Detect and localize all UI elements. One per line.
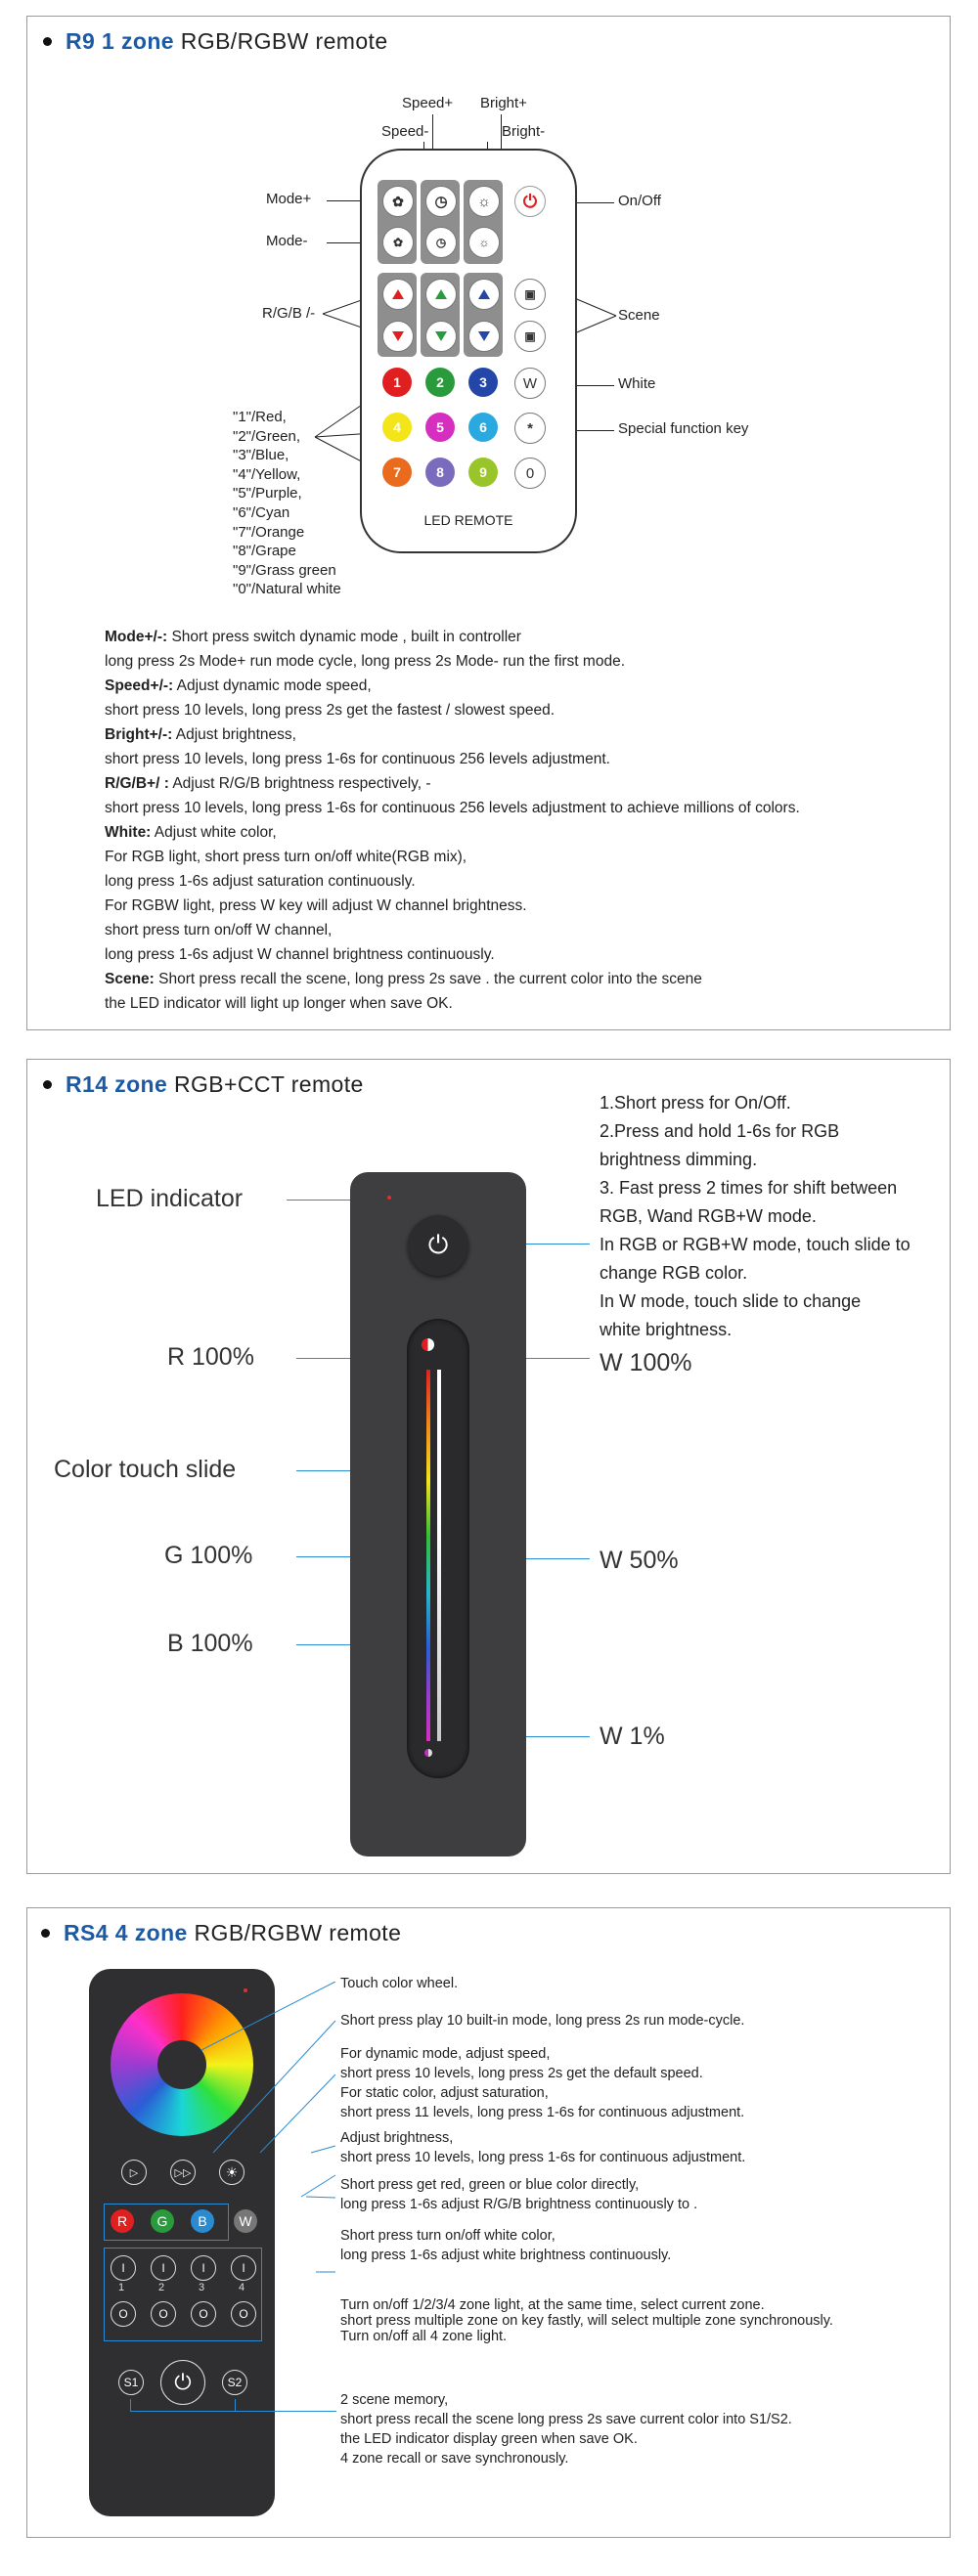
bullet-icon [43,1080,52,1089]
label-led-indicator: LED indicator [96,1185,244,1212]
desc-line: White: Adjust white color, [105,824,277,841]
scene-icon: ▣ [524,287,536,301]
power-button[interactable] [514,186,546,217]
mode-icon: ✿ [392,193,404,209]
scene-1-button[interactable] [514,279,546,310]
r9-panel [26,16,951,1030]
speed-button[interactable] [170,2160,196,2185]
rs4-panel [26,1907,951,2538]
label-w1: W 1% [600,1723,665,1750]
rs4-leader-lines [194,1982,340,2392]
speed-icon: ◷ [435,236,447,249]
slide-top-marker [422,1338,434,1351]
fast-forward-icon: ▷▷ [174,2166,192,2179]
label-special: Special function key [618,420,749,437]
bright-plus-button[interactable] [468,186,500,217]
slide-bottom-marker [424,1749,432,1757]
bullet-icon [43,37,52,46]
bright-minus-button[interactable] [468,227,500,258]
label-b: B 100% [167,1630,253,1657]
play-icon: ▷ [129,2166,139,2179]
mode-icon: ✿ [392,236,404,249]
leader-line [571,202,614,203]
key-star[interactable]: * [514,413,546,444]
zone-3-on-button[interactable]: I [191,2255,216,2281]
zone-4-off-button[interactable]: O [231,2301,256,2327]
speed-minus-button[interactable] [425,227,457,258]
label-bright-minus: Bright- [502,123,546,140]
r14-panel [26,1059,951,1874]
desc-line: R/G/B+/ : Adjust R/G/B brightness respectively, - [105,775,431,792]
rs4-desc-rgb: Short press get red, green or blue color directly, long press 1-6s adjust R/G/B brightness continuously to . [340,2177,698,2212]
desc-line: long press 1-6s adjust saturation continuously. [105,873,416,890]
sun-icon: ☀ [225,2163,239,2180]
desc-line: Scene: Short press recall the scene, long press 2s save . the current color into the scene [105,971,702,987]
scene-1-button[interactable]: S1 [118,2370,144,2395]
label-w50: W 50% [600,1547,679,1574]
green-button[interactable]: G [151,2209,174,2233]
zone-1-off-button[interactable]: O [111,2301,136,2327]
number-legend: "1"/Red, "2"/Green, "3"/Blue, "4"/Yellow, "5"/Purple, "6"/Cyan "7"/Orange "8"/Grape "9"/Grass green "0"/Natural white [233,409,341,598]
label-speed-plus: Speed+ [402,95,454,111]
speed-plus-button[interactable] [425,186,457,217]
sun-icon: ☼ [477,193,491,210]
desc-line: Speed+/-: Adjust dynamic mode speed, [105,677,372,694]
r14-description: 1.Short press for On/Off. 2.Press and hold 1-6s for RGB brightness dimming. 3. Fast press 2 times for shift between RGB, Wand RGB+W mode. In RGB or RGB+W mode, touch slide to change RGB color. In W mode, touch slide to change white brightness. [600,1093,911,1339]
key-4[interactable]: 4 [382,413,412,442]
label-scene: Scene [618,307,660,324]
desc-line: long press 2s Mode+ run mode cycle, long press 2s Mode- run the first mode. [105,653,625,670]
power-icon: ⏻ [427,1230,449,1259]
label-r: R 100% [167,1343,254,1371]
leader-line [573,430,614,431]
r9-title: R9 1 zone RGB/RGBW remote [43,28,388,55]
scene-2-button[interactable] [514,321,546,352]
desc-line: Bright+/-: Adjust brightness, [105,726,296,743]
desc-line: For RGBW light, press W key will adjust W channel brightness. [105,897,527,914]
desc-line: the LED indicator will light up longer when save OK. [105,995,453,1012]
label-color-slide: Color touch slide [54,1456,237,1483]
zone-2-on-button[interactable]: I [151,2255,176,2281]
triangle-up-icon [477,288,491,300]
triangle-up-icon [434,288,448,300]
r9-remote [360,149,577,553]
label-mode-plus: Mode+ [266,191,312,207]
label-speed-minus: Speed- [381,123,429,140]
label-white: White [618,375,656,392]
blue-down-button[interactable] [468,321,500,352]
blue-button[interactable]: B [191,2209,214,2233]
key-5[interactable]: 5 [425,413,455,442]
key-2[interactable]: 2 [425,368,455,397]
triangle-down-icon [434,330,448,342]
rs4-desc-scenes: 2 scene memory, short press recall the scene long press 2s save current color into S1/S2. the LED indicator display green when save OK. 4 zone recall or save synchronously. [340,2392,792,2467]
rs4-desc-wheel: Touch color wheel. [340,1976,459,1991]
rs4-title: RS4 4 zone RGB/RGBW remote [41,1920,401,1946]
blue-up-button[interactable] [468,279,500,310]
red-up-button[interactable] [382,279,414,310]
rs4-desc-play: Short press play 10 built-in mode, long press 2s run mode-cycle. [340,2013,745,2029]
red-button[interactable]: R [111,2209,134,2233]
scene-2-button[interactable]: S2 [222,2370,247,2395]
bullet-icon [41,1929,50,1938]
touch-slide-track[interactable] [407,1319,469,1778]
rs4-desc-zones: Turn on/off 1/2/3/4 zone light, at the same time, select current zone. short press multiple zone on key fastly, will select multiple zone synchronously. Turn on/off all 4 zone light. [340,2297,833,2344]
r9-description [105,625,800,1016]
red-down-button[interactable] [382,321,414,352]
led-indicator [387,1196,391,1200]
label-bright-plus: Bright+ [480,95,527,111]
key-w[interactable]: W [514,368,546,399]
scene-icon: ▣ [524,329,536,343]
rs4-desc-brightness: Adjust brightness, short press 10 levels, long press 1-6s for continuous adjustment. [340,2130,746,2165]
rs4-desc-speed: For dynamic mode, adjust speed, short press 10 levels, long press 2s get the default speed. For static color, adjust saturation, short press 11 levels, long press 1-6s for continuous adjustment. [340,2046,745,2120]
power-icon: ⏻ [522,191,538,211]
r14-remote [350,1172,526,1856]
zone-2-label: 2 [158,2282,165,2293]
play-button[interactable] [121,2160,147,2185]
key-8[interactable]: 8 [425,458,455,487]
triangle-up-icon [391,288,405,300]
key-7[interactable]: 7 [382,458,412,487]
key-1[interactable]: 1 [382,368,412,397]
zone-1-label: 1 [118,2282,125,2293]
green-down-button[interactable] [425,321,457,352]
zone-3-off-button[interactable]: O [191,2301,216,2327]
sun-icon: ☼ [478,236,490,249]
desc-line: Mode+/-: Short press switch dynamic mode , built in controller [105,629,521,645]
mode-minus-button[interactable] [382,227,414,258]
green-up-button[interactable] [425,279,457,310]
power-button[interactable] [408,1215,468,1276]
key-9[interactable]: 9 [468,458,498,487]
white-bar [437,1370,441,1741]
key-3[interactable]: 3 [468,368,498,397]
zone-4-label: 4 [239,2282,245,2293]
triangle-down-icon [391,330,405,342]
desc-line: short press 10 levels, long press 2s get the fastest / slowest speed. [105,702,556,719]
rs4-desc-white: Short press turn on/off white color, long press 1-6s adjust white brightness continuously. [340,2228,672,2263]
rgb-gradient-bar [426,1370,430,1741]
power-icon: ⏻ [174,2370,192,2394]
desc-line: long press 1-6s adjust W channel brightness continuously. [105,946,495,963]
desc-line: short press 10 levels, long press 1-6s for continuous 256 levels adjustment. [105,751,610,767]
r14-title: R14 zone RGB+CCT remote [43,1071,364,1098]
label-onoff: On/Off [618,193,661,209]
key-6[interactable]: 6 [468,413,498,442]
zone-3-label: 3 [199,2282,205,2293]
label-w100: W 100% [600,1349,692,1376]
desc-line: short press turn on/off W channel, [105,922,333,939]
leader-line [573,385,614,386]
white-button[interactable]: W [234,2209,257,2233]
zone-4-on-button[interactable]: I [231,2255,256,2281]
leader-line [205,2411,336,2412]
desc-line: short press 10 levels, long press 1-6s for continuous 256 levels adjustment to achieve millions of colors. [105,800,800,816]
key-0[interactable]: 0 [514,458,546,489]
label-rgb: R/G/B /- [262,305,316,322]
led-remote-label: LED REMOTE [423,512,513,528]
label-g: G 100% [164,1542,253,1569]
zone-2-off-button[interactable]: O [151,2301,176,2327]
zone-1-on-button[interactable]: I [111,2255,136,2281]
mode-plus-button[interactable] [382,186,414,217]
speed-icon: ◷ [434,194,448,210]
label-mode-minus: Mode- [266,233,308,249]
desc-line: For RGB light, short press turn on/off white(RGB mix), [105,849,467,865]
triangle-down-icon [477,330,491,342]
